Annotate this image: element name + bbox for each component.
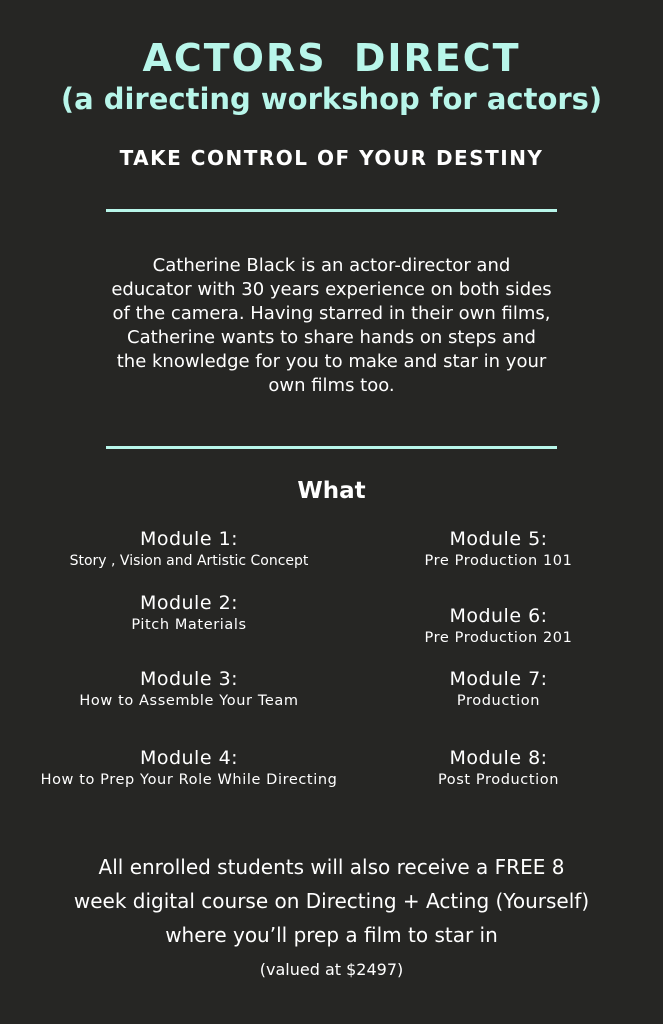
page-subtitle: (a directing workshop for actors)	[60, 82, 603, 116]
module-4	[0, 746, 378, 790]
divider-top	[106, 209, 557, 212]
module-title: Module 8:	[449, 747, 548, 769]
module-description: Production	[456, 693, 541, 709]
module-description: How to Prep Your Role While Directing	[40, 772, 338, 788]
module-8	[334, 746, 663, 790]
module-title: Module 2:	[139, 592, 239, 614]
module-title: Module 3:	[139, 668, 239, 690]
module-2	[0, 591, 378, 635]
bio-paragraph: Catherine Black is an actor-director and educator with 30 years experience on both sides of the camera. Having starred in their own films, Catherine wants to share hands on steps and the knowledge for you to make and star in your own films too.	[111, 255, 552, 396]
module-description: Pre Production 101	[424, 553, 573, 569]
module-5	[334, 527, 663, 571]
value-note: (valued at $2497)	[259, 960, 404, 979]
module-1	[0, 527, 378, 571]
module-title: Module 5:	[449, 528, 548, 550]
bonus-offer: All enrolled students will also receive a FREE 8 week digital course on Directing + Acting (Yourself) where you’ll prep a film to star in	[73, 855, 590, 947]
module-title: Module 7:	[449, 668, 548, 690]
tagline: TAKE CONTROL OF YOUR DESTINY	[119, 146, 544, 170]
module-title: Module 4:	[139, 747, 239, 769]
module-description: Pre Production 201	[424, 630, 573, 646]
module-title: Module 1:	[139, 528, 239, 550]
module-title: Module 6:	[449, 605, 548, 627]
module-description: Story , Vision and Artistic Concept	[69, 553, 309, 569]
module-3	[0, 667, 378, 711]
module-description: Pitch Materials	[131, 617, 247, 633]
section-heading: What	[297, 478, 366, 504]
page-title: ACTORS DIRECT	[142, 36, 521, 80]
module-7	[334, 667, 663, 711]
divider-bottom	[106, 446, 557, 449]
module-description: Post Production	[437, 772, 560, 788]
module-6	[334, 604, 663, 648]
module-description: How to Assemble Your Team	[79, 693, 299, 709]
